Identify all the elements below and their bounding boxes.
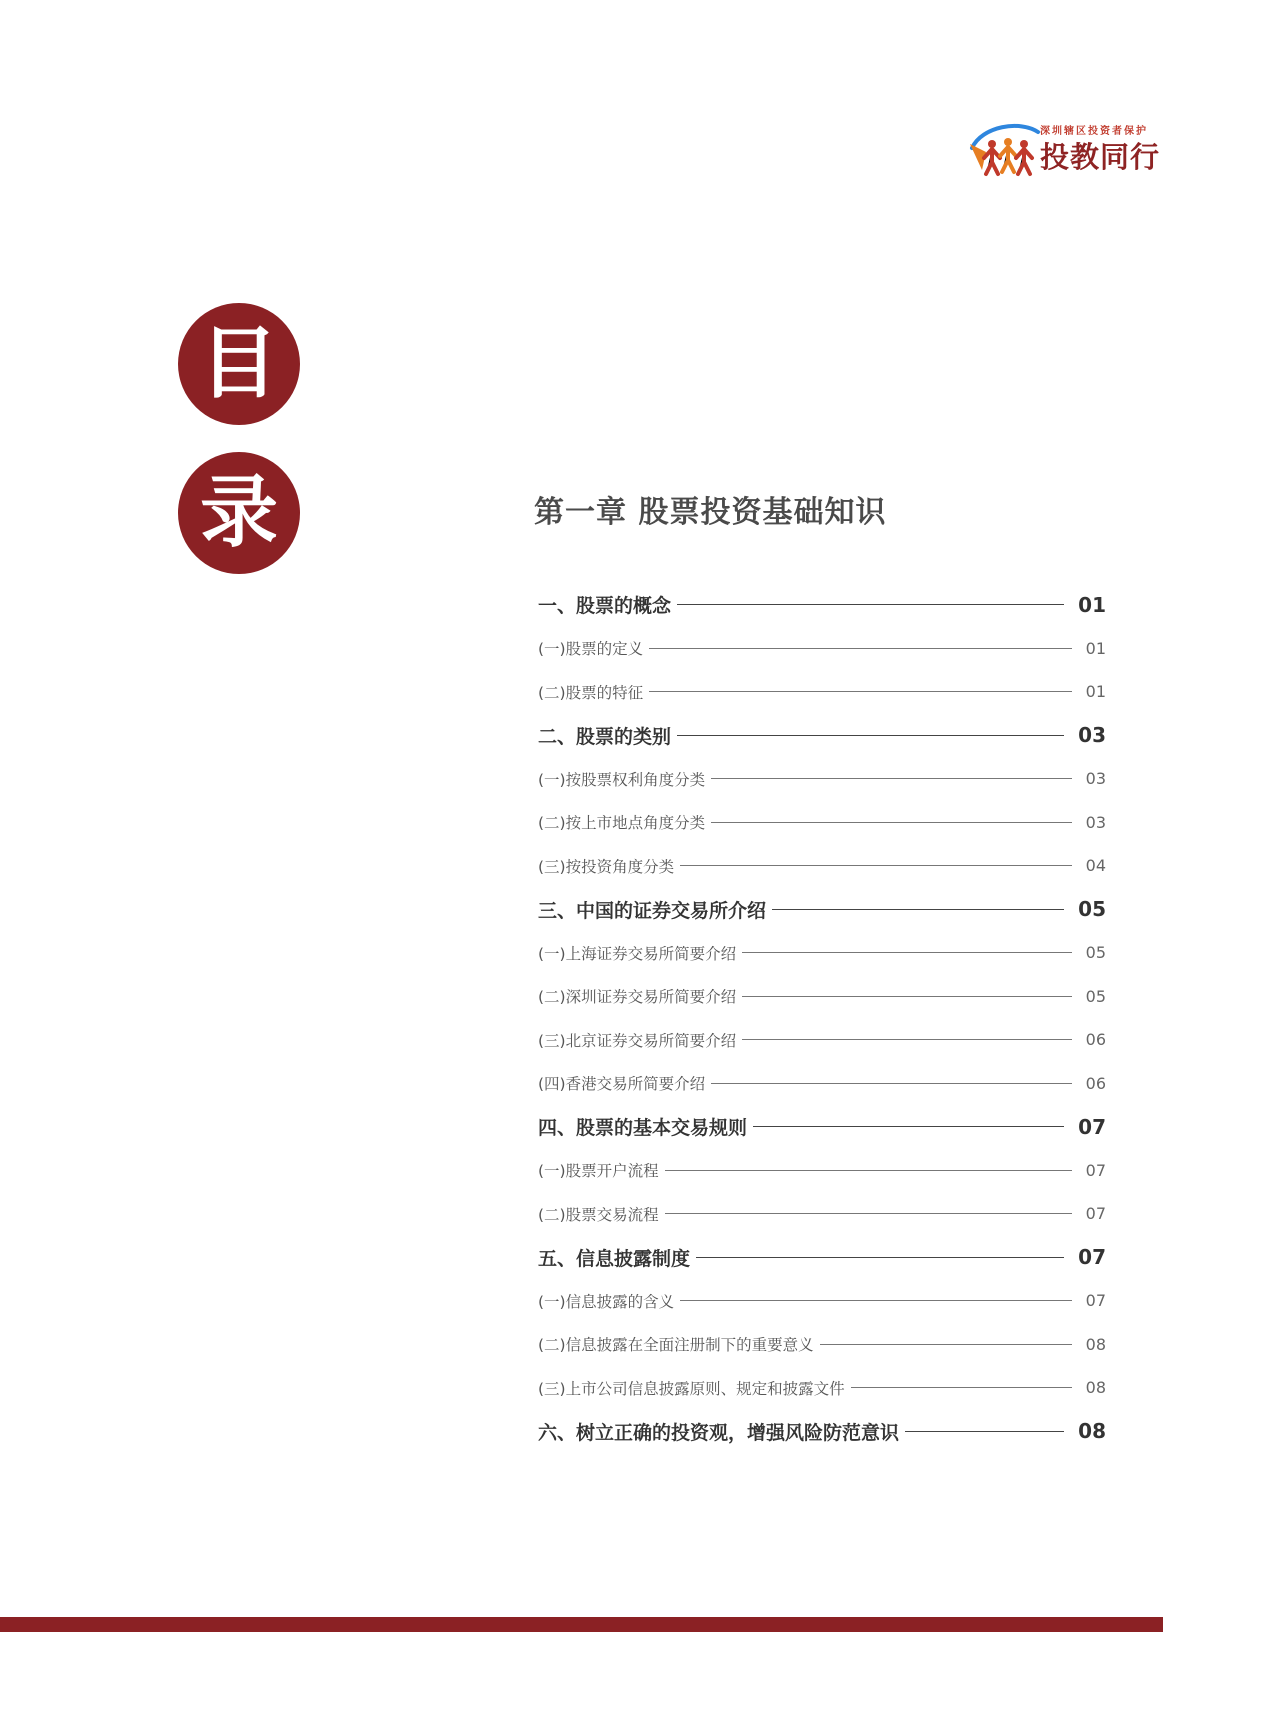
logo <box>968 118 1178 178</box>
toc-subsection[interactable] <box>538 757 1106 801</box>
toc-leader-line <box>696 1257 1064 1258</box>
toc-page-number: 07 <box>1085 1204 1106 1224</box>
toc-page-number: 03 <box>1078 723 1106 748</box>
toc-label: (二)深圳证券交易所简要介绍 <box>538 988 737 1007</box>
toc-page-number: 03 <box>1085 769 1106 789</box>
toc-page-number: 07 <box>1085 1291 1106 1311</box>
toc-leader-line <box>742 952 1072 953</box>
toc-label: 四、股票的基本交易规则 <box>538 1117 748 1140</box>
toc-leader-line <box>820 1344 1072 1345</box>
toc-label: (一)信息披露的含义 <box>538 1292 675 1311</box>
toc-page-number: 07 <box>1085 1160 1106 1180</box>
toc-page-number: 05 <box>1085 943 1106 963</box>
toc-subsection[interactable] <box>538 844 1106 888</box>
toc-label: (一)股票开户流程 <box>538 1162 659 1181</box>
toc-subsection[interactable] <box>538 1279 1106 1323</box>
toc-page-number: 08 <box>1085 1378 1106 1398</box>
toc-leader-line <box>711 1083 1072 1084</box>
toc-label: (二)按上市地点角度分类 <box>538 814 706 833</box>
toc-label: (三)北京证券交易所简要介绍 <box>538 1031 737 1050</box>
toc-subsection[interactable] <box>538 975 1106 1019</box>
toc-label: (一)股票的定义 <box>538 640 644 659</box>
logo-title: 投教同行 <box>1040 140 1161 174</box>
toc-label: (四)香港交易所简要介绍 <box>538 1075 706 1094</box>
toc-leader-line <box>742 996 1072 997</box>
toc-section[interactable] <box>538 1236 1106 1280</box>
toc-page-number: 05 <box>1085 986 1106 1006</box>
toc-leader-line <box>753 1126 1064 1127</box>
table-of-contents <box>538 583 1106 1453</box>
toc-section[interactable] <box>538 583 1106 627</box>
toc-page-number: 01 <box>1078 592 1106 617</box>
toc-leader-line <box>680 865 1072 866</box>
toc-page-number: 04 <box>1085 856 1106 876</box>
toc-label: 五、信息披露制度 <box>538 1247 691 1270</box>
toc-leader-line <box>677 604 1064 605</box>
toc-page-number: 07 <box>1078 1245 1106 1270</box>
toc-leader-line <box>711 778 1072 779</box>
toc-label: (二)股票交易流程 <box>538 1205 659 1224</box>
toc-page-number: 08 <box>1078 1419 1106 1444</box>
toc-page-number: 08 <box>1085 1334 1106 1354</box>
toc-page-number: 06 <box>1085 1073 1106 1093</box>
toc-leader-line <box>851 1387 1072 1388</box>
toc-page-number: 05 <box>1078 897 1106 922</box>
toc-section[interactable] <box>538 888 1106 932</box>
toc-subsection[interactable] <box>538 801 1106 845</box>
toc-page-number: 01 <box>1085 682 1106 702</box>
toc-label: 二、股票的类别 <box>538 725 672 748</box>
toc-page-number: 01 <box>1085 638 1106 658</box>
toc-section[interactable] <box>538 1410 1106 1454</box>
toc-subsection[interactable] <box>538 1192 1106 1236</box>
toc-leader-line <box>665 1213 1072 1214</box>
bottom-bar <box>0 1617 1163 1632</box>
toc-subsection[interactable] <box>538 1018 1106 1062</box>
toc-leader-line <box>711 822 1072 823</box>
toc-label: (二)股票的特征 <box>538 683 644 702</box>
toc-subsection[interactable] <box>538 931 1106 975</box>
toc-leader-line <box>649 691 1072 692</box>
toc-page-number: 06 <box>1085 1030 1106 1050</box>
toc-subsection[interactable] <box>538 1149 1106 1193</box>
toc-leader-line <box>772 909 1064 910</box>
toc-label: (三)按投资角度分类 <box>538 857 675 876</box>
toc-leader-line <box>649 648 1072 649</box>
toc-subsection[interactable] <box>538 670 1106 714</box>
toc-label: 一、股票的概念 <box>538 595 672 618</box>
toc-leader-line <box>677 735 1064 736</box>
toc-label: 三、中国的证券交易所介绍 <box>538 899 767 922</box>
toc-subsection[interactable] <box>538 1323 1106 1367</box>
toc-label: (一)按股票权利角度分类 <box>538 770 706 789</box>
logo-subtitle: 深圳辖区投资者保护 <box>1040 126 1148 137</box>
toc-subsection[interactable] <box>538 1366 1106 1410</box>
toc-leader-line <box>742 1039 1072 1040</box>
heading-circle-lu: 录 <box>178 452 300 574</box>
toc-label: (一)上海证券交易所简要介绍 <box>538 944 737 963</box>
toc-subsection[interactable] <box>538 1062 1106 1106</box>
toc-section[interactable] <box>538 714 1106 758</box>
toc-leader-line <box>680 1300 1072 1301</box>
toc-leader-line <box>905 1431 1064 1432</box>
toc-section[interactable] <box>538 1105 1106 1149</box>
people-star-icon <box>968 118 1040 178</box>
toc-label: (二)信息披露在全面注册制下的重要意义 <box>538 1336 814 1355</box>
toc-page-number: 07 <box>1078 1114 1106 1139</box>
heading-circle-mu: 目 <box>178 303 300 425</box>
toc-label: 六、树立正确的投资观，增强风险防范意识 <box>538 1421 900 1444</box>
chapter-title: 第一章 股票投资基础知识 <box>534 495 887 530</box>
toc-leader-line <box>665 1170 1072 1171</box>
toc-label: (三)上市公司信息披露原则、规定和披露文件 <box>538 1379 845 1398</box>
toc-page-number: 03 <box>1085 812 1106 832</box>
toc-subsection[interactable] <box>538 627 1106 671</box>
